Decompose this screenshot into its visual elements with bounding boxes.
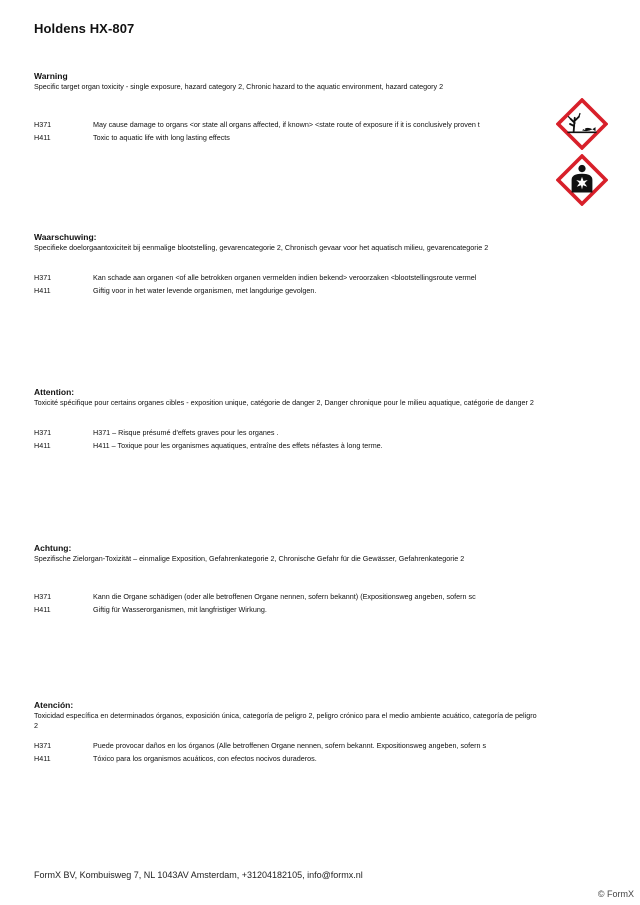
hazard-code: H371 [34, 741, 52, 750]
hazard-statements [34, 271, 554, 297]
hazard-code: H411 [34, 133, 51, 142]
hazard-text: Toxic to aquatic life with long lasting effects [93, 133, 230, 142]
health-hazard-icon [556, 154, 608, 206]
hazard-text: Puede provocar daños en los órganos (Alle betroffenen Organe nennen, sofern bekannt. Expositionsweg angeben, sofern s [93, 741, 487, 750]
hazard-code: H371 [34, 592, 52, 601]
section-heading: Achtung: [34, 543, 72, 553]
hazard-statements [34, 739, 554, 765]
hazard-statement-row [34, 118, 554, 131]
hazard-text: H371 – Risque présumé d'effets graves pour les organes . [93, 428, 279, 437]
section-description: Spezifische Zielorgan-Toxizität – einmalige Exposition, Gefahrenkategorie 2, Chronische Gefahr für die Gewässer, Gefahrenkategorie 2 [34, 554, 465, 563]
hazard-text: Kan schade aan organen <of alle betrokken organen vermelden indien bekend> veroorzaken <blootstellingsroute vermel [93, 273, 477, 282]
hazard-code: H371 [34, 273, 52, 282]
document-title: Holdens HX-807 [34, 21, 135, 36]
hazard-statement-row [34, 439, 554, 452]
section-heading: Atención: [34, 700, 74, 710]
hazard-statement-row [34, 752, 554, 765]
section-english [34, 71, 554, 144]
section-spanish [34, 700, 554, 765]
hazard-statement-row [34, 271, 554, 284]
hazard-code: H411 [34, 286, 51, 295]
hazard-text: H411 – Toxique pour les organismes aquatiques, entraîne des effets néfastes à long terme. [93, 441, 383, 450]
hazard-code: H371 [34, 120, 52, 129]
hazard-statements [34, 590, 554, 616]
section-description: Toxicidad específica en determinados órganos, exposición única, categoría de peligro 2, peligro crónico para el medio ambiente acuático, categoría de peligro 2 [34, 711, 537, 730]
hazard-code: H411 [34, 754, 51, 763]
section-dutch [34, 232, 554, 297]
hazard-statement-row [34, 590, 554, 603]
section-heading: Attention: [34, 387, 75, 397]
hazard-text: Giftig voor in het water levende organismen, met langdurige gevolgen. [93, 286, 317, 295]
hazard-statement-row [34, 603, 554, 616]
hazard-text: Kann die Organe schädigen (oder alle betroffenen Organe nennen, sofern bekannt) (Expositionsweg angeben, sofern sc [93, 592, 476, 601]
environment-hazard-icon [556, 98, 608, 150]
hazard-code: H411 [34, 605, 51, 614]
hazard-code: H371 [34, 428, 52, 437]
hazard-text: May cause damage to organs <or state all organs affected, if known> <state route of exposure if it is conclusively proven t [93, 120, 480, 129]
section-heading: Warning [34, 71, 68, 81]
hazard-statements [34, 426, 554, 452]
ghs-pictograms [556, 98, 608, 210]
section-description: Specific target organ toxicity - single exposure, hazard category 2, Chronic hazard to the aquatic environment, hazard category 2 [34, 82, 444, 91]
hazard-statement-row [34, 426, 554, 439]
section-heading: Waarschuwing: [34, 232, 97, 242]
copyright-notice: © FormX [597, 889, 634, 899]
section-description: Toxicité spécifique pour certains organes cibles - exposition unique, catégorie de danger 2, Danger chronique pour le milieu aquatique, catégorie de danger 2 [34, 398, 534, 407]
section-description: Specifieke doelorgaantoxiciteit bij eenmalige blootstelling, gevarencategorie 2, Chronisch gevaar voor het aquatisch milieu, gevarencategorie 2 [34, 243, 489, 252]
hazard-statement-row [34, 131, 554, 144]
hazard-code: H411 [34, 441, 51, 450]
hazard-text: Tóxico para los organismos acuáticos, con efectos nocivos duraderos. [93, 754, 317, 763]
footer-contact: FormX BV, Kombuisweg 7, NL 1043AV Amsterdam, +31204182105, info@formx.nl [34, 870, 363, 880]
hazard-statement-row [34, 284, 554, 297]
hazard-statement-row [34, 739, 554, 752]
hazard-text: Giftig für Wasserorganismen, mit langfristiger Wirkung. [93, 605, 267, 614]
section-german [34, 543, 554, 616]
hazard-statements [34, 118, 554, 144]
section-french [34, 387, 554, 452]
